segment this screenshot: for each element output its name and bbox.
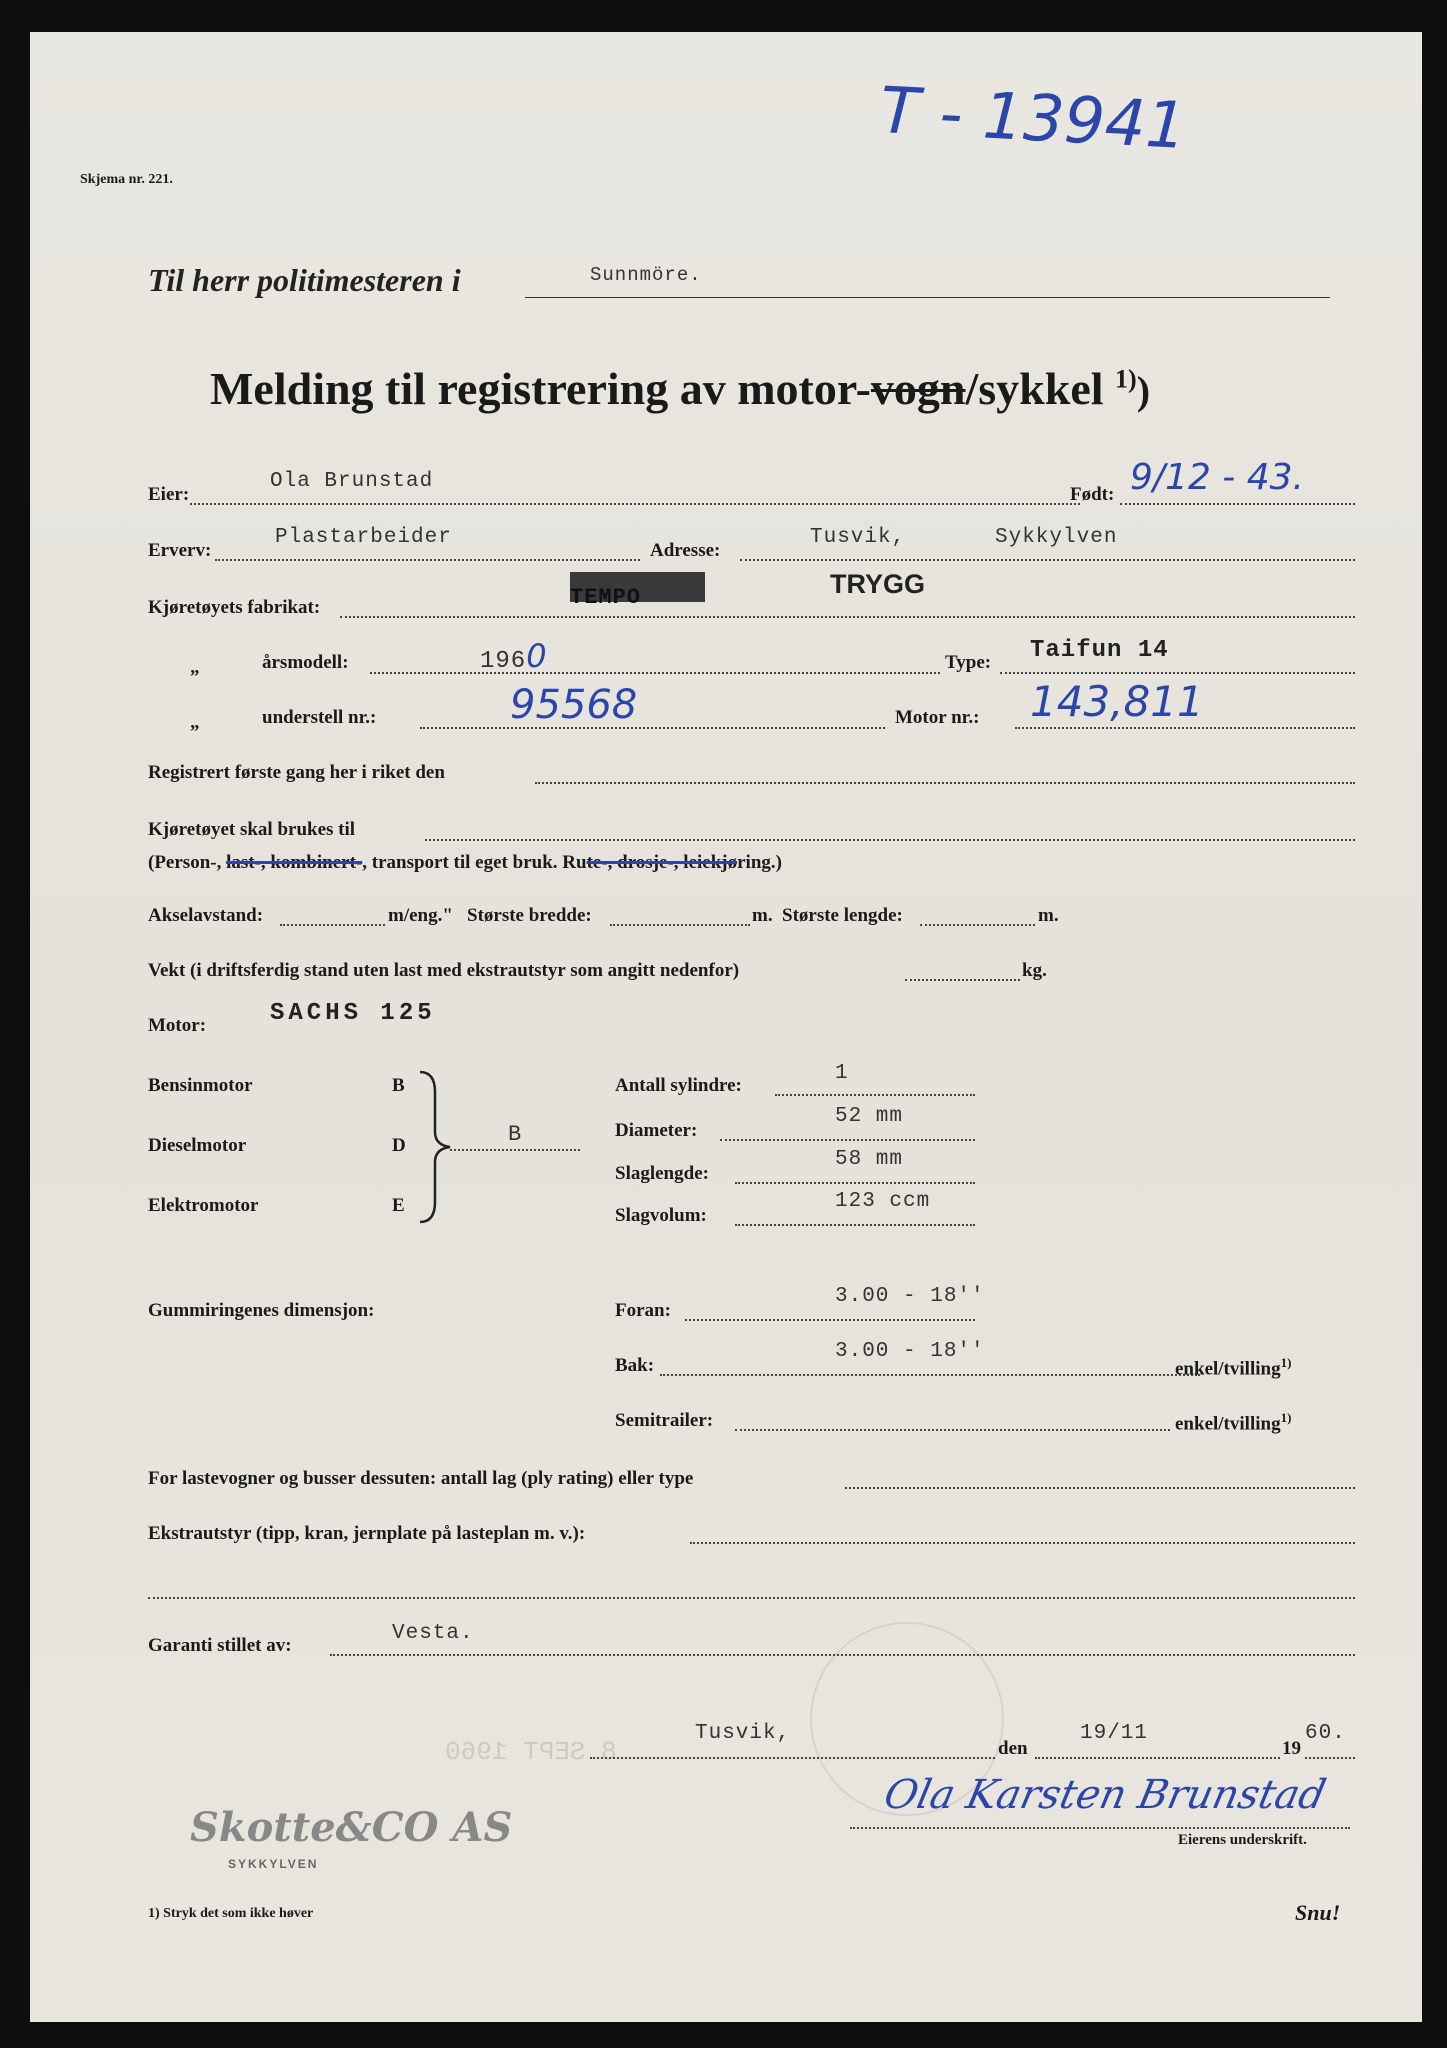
signature-label: Eierens underskrift. bbox=[1178, 1832, 1307, 1848]
dealer-logo-place: SYKKYLVEN bbox=[228, 1857, 319, 1871]
owner-value[interactable]: Ola Brunstad bbox=[270, 470, 434, 493]
make-crossed-value: TEMPO bbox=[570, 585, 642, 610]
motor-type-electric: Elektromotor bbox=[148, 1195, 259, 1216]
motor-type-selected[interactable]: B bbox=[508, 1122, 523, 1147]
date-line bbox=[1035, 1757, 1280, 1759]
weight-label: Vekt (i driftsferdig stand uten last med ekstrautstyr som angitt nedenfor) bbox=[148, 960, 740, 981]
displacement-line bbox=[735, 1224, 975, 1226]
occupation-label: Erverv: bbox=[148, 540, 212, 561]
diameter-line bbox=[720, 1139, 975, 1141]
width-label: Største bredde: bbox=[467, 905, 592, 926]
front-tyre-value[interactable]: 3.00 - 18'' bbox=[835, 1285, 985, 1308]
motor-type-code: D bbox=[392, 1135, 406, 1156]
stroke-label: Slaglengde: bbox=[615, 1163, 709, 1184]
length-line bbox=[920, 924, 1035, 926]
front-tyre-line bbox=[685, 1319, 975, 1321]
width-unit: m. bbox=[752, 905, 773, 926]
place-line bbox=[590, 1757, 995, 1759]
chassis-label: understell nr.: bbox=[262, 707, 377, 728]
owner-line bbox=[190, 503, 1080, 505]
model-year-value: 1960 bbox=[480, 637, 548, 675]
axle-unit: m/eng." bbox=[388, 905, 453, 926]
guarantee-label: Garanti stillet av: bbox=[148, 1635, 292, 1656]
semitrailer-single-twin: enkel/tvilling$^{1)}$ bbox=[1175, 1410, 1292, 1435]
motor-value[interactable]: SACHS 125 bbox=[270, 1000, 436, 1027]
addressee-line bbox=[525, 297, 1330, 298]
chassis-value[interactable]: 95568 bbox=[510, 682, 638, 728]
date-den: den bbox=[998, 1738, 1028, 1759]
motor-type-code: E bbox=[392, 1195, 405, 1216]
year-century: 19 bbox=[1282, 1738, 1301, 1759]
displacement-label: Slagvolum: bbox=[615, 1205, 707, 1226]
length-label: Største lengde: bbox=[782, 905, 903, 926]
motor-type-code: B bbox=[392, 1075, 405, 1096]
chassis-line bbox=[420, 727, 885, 729]
type-label: Type: bbox=[945, 652, 992, 673]
form-page bbox=[30, 32, 1422, 2022]
footnote: 1) Stryk det som ikke høver bbox=[148, 1906, 314, 1921]
cylinders-line bbox=[775, 1094, 975, 1096]
cylinders-label: Antall sylindre: bbox=[615, 1075, 742, 1096]
ditto-mark: „ bbox=[190, 712, 200, 733]
usage-line bbox=[425, 839, 1355, 841]
type-line bbox=[1000, 672, 1355, 674]
motor-number-label: Motor nr.: bbox=[895, 707, 980, 728]
motor-type-diesel: Dieselmotor bbox=[148, 1135, 247, 1156]
signature-line bbox=[850, 1827, 1350, 1829]
addressee-label: Til herr politimesteren i bbox=[148, 262, 461, 298]
occupation-value[interactable]: Plastarbeider bbox=[275, 526, 452, 549]
front-tyre-label: Foran: bbox=[615, 1300, 671, 1321]
extra-equipment-label: Ekstrautstyr (tipp, kran, jernplate på lasteplan m. v.): bbox=[148, 1523, 586, 1544]
tyres-label: Gummiringenes dimensjon: bbox=[148, 1300, 375, 1321]
motor-number-value[interactable]: 143,811 bbox=[1030, 677, 1204, 726]
semitrailer-line bbox=[735, 1429, 1170, 1431]
year-value[interactable]: 60. bbox=[1305, 1722, 1346, 1745]
dealer-logo: Skotte&CO AS bbox=[190, 1804, 513, 1851]
model-year-line bbox=[370, 672, 940, 674]
first-registered-label: Registrert første gang her i riket den bbox=[148, 762, 445, 783]
cylinders-value[interactable]: 1 bbox=[835, 1062, 849, 1085]
addressee-value[interactable]: Sunnmöre. bbox=[590, 264, 702, 286]
page-title: Melding til registrering av motor-vogn/sykkel $^{1)}$) bbox=[210, 363, 1151, 414]
motor-label: Motor: bbox=[148, 1015, 207, 1036]
born-label: Født: bbox=[1070, 484, 1115, 505]
owner-label: Eier: bbox=[148, 484, 190, 505]
rear-tyre-value[interactable]: 3.00 - 18'' bbox=[835, 1340, 985, 1363]
length-unit: m. bbox=[1038, 905, 1059, 926]
place-value[interactable]: Tusvik, bbox=[695, 1722, 791, 1745]
first-registered-line bbox=[535, 782, 1355, 784]
motor-type-petrol: Bensinmotor bbox=[148, 1075, 253, 1096]
make-label: Kjøretøyets fabrikat: bbox=[148, 597, 321, 618]
rear-tyre-line bbox=[660, 1374, 1200, 1376]
turn-over-note: Snu! bbox=[1295, 1900, 1341, 1925]
ply-line bbox=[845, 1487, 1355, 1489]
motor-number-line bbox=[1015, 727, 1355, 729]
occupation-line bbox=[215, 559, 640, 561]
usage-options: (Person-, last-, kombinert-, transport til eget bruk. Rute-, drosje-, leiekjøring.) bbox=[148, 852, 782, 873]
weight-line bbox=[905, 979, 1020, 981]
rear-single-twin: enkel/tvilling$^{1)}$ bbox=[1175, 1355, 1292, 1380]
brace-icon bbox=[415, 1067, 455, 1227]
width-line bbox=[610, 924, 750, 926]
make-line bbox=[340, 616, 1355, 618]
handwritten-reference-number: T - 13941 bbox=[878, 74, 1189, 164]
address-area[interactable]: Sykkylven bbox=[995, 526, 1118, 549]
extra-equipment-line-2 bbox=[148, 1597, 1355, 1599]
stroke-value[interactable]: 58 mm bbox=[835, 1148, 904, 1171]
weight-unit: kg. bbox=[1022, 960, 1047, 981]
born-line bbox=[1120, 503, 1355, 505]
axle-line bbox=[280, 924, 385, 926]
address-label: Adresse: bbox=[650, 540, 721, 561]
motor-type-line bbox=[450, 1149, 580, 1151]
year-line bbox=[1305, 1757, 1355, 1759]
faint-date-stamp: 8 SEPT 1960 bbox=[445, 1737, 617, 1767]
type-value[interactable]: Taifun 14 bbox=[1030, 637, 1169, 664]
address-line bbox=[740, 559, 1355, 561]
usage-label: Kjøretøyet skal brukes til bbox=[148, 819, 356, 840]
extra-equipment-line bbox=[690, 1542, 1355, 1544]
address-city[interactable]: Tusvik, bbox=[810, 526, 906, 549]
owner-signature: Ola Karsten Brunstad bbox=[880, 1772, 1330, 1818]
ply-label: For lastevogner og busser dessuten: antall lag (ply rating) eller type bbox=[148, 1468, 694, 1489]
displacement-value[interactable]: 123 ccm bbox=[835, 1190, 931, 1213]
make-value[interactable]: TRYGG bbox=[830, 569, 926, 599]
guarantee-value[interactable]: Vesta. bbox=[392, 1622, 474, 1645]
diameter-value[interactable]: 52 mm bbox=[835, 1105, 904, 1128]
semitrailer-label: Semitrailer: bbox=[615, 1410, 714, 1431]
born-value[interactable]: 9/12 - 43. bbox=[1130, 457, 1304, 498]
rear-tyre-label: Bak: bbox=[615, 1355, 655, 1376]
ditto-mark: „ bbox=[190, 657, 200, 678]
schema-number: Skjema nr. 221. bbox=[80, 172, 173, 187]
diameter-label: Diameter: bbox=[615, 1120, 698, 1141]
axle-label: Akselavstand: bbox=[148, 905, 264, 926]
model-year-label: årsmodell: bbox=[262, 652, 349, 673]
date-value[interactable]: 19/11 bbox=[1080, 1722, 1149, 1745]
stroke-line bbox=[735, 1182, 975, 1184]
